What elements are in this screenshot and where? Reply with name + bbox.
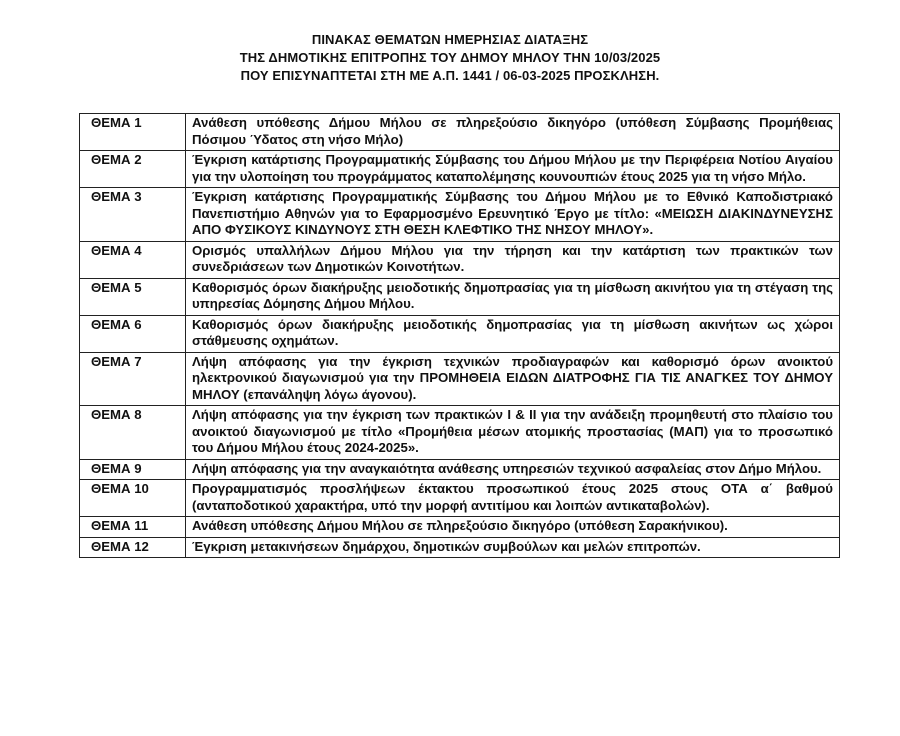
agenda-row <box>80 480 840 517</box>
agenda-item-text: Ανάθεση υπόθεσης Δήμου Μήλου σε πληρεξούσιο δικηγόρο (υπόθεση Σύμβασης Προμήθειας Πόσιμου Ύδατος στη νήσο Μήλο) <box>186 114 840 151</box>
header-reference: ΠΟΥ ΕΠΙΣΥΝΑΠΤΕΤΑΙ ΣΤΗ ΜΕ Α.Π. 1441 / 06-03-2025 ΠΡΟΣΚΛΗΣΗ. <box>240 68 660 83</box>
agenda-item-text: Ορισμός υπαλλήλων Δήμου Μήλου για την τήρηση και την κατάρτιση των πρακτικών των συνεδριάσεων των Δημοτικών Κοινοτήτων. <box>186 241 840 278</box>
header-subtitle: ΤΗΣ ΔΗΜΟΤΙΚΗΣ ΕΠΙΤΡΟΠΗΣ ΤΟΥ ΔΗΜΟΥ ΜΗΛΟΥ ΤΗΝ 10/03/2025 <box>239 50 661 65</box>
agenda-row <box>80 114 840 151</box>
agenda-item-number: ΘΕΜΑ 7 <box>80 352 186 406</box>
agenda-item-text: Λήψη απόφασης για την έγκριση των πρακτικών I & II για την ανάδειξη προμηθευτή στο πλαίσιο του ανοικτού διαγωνισμού με τίτλο «Προμήθεια μέσων ατομικής προστασίας (ΜΑΠ) για το προσωπικό του Δήμου Μήλου έτους 2024-2025». <box>186 406 840 460</box>
agenda-row <box>80 537 840 558</box>
agenda-item-number: ΘΕΜΑ 11 <box>80 517 186 538</box>
document-header <box>0 31 900 85</box>
agenda-item-number: ΘΕΜΑ 5 <box>80 278 186 315</box>
agenda-item-text: Καθορισμός όρων διακήρυξης μειοδοτικής δημοπρασίας για τη μίσθωση ακινήτων ως χώροι στάθμευσης οχημάτων. <box>186 315 840 352</box>
agenda-row <box>80 406 840 460</box>
agenda-table <box>79 113 840 558</box>
agenda-item-text: Έγκριση κατάρτισης Προγραμματικής Σύμβασης του Δήμου Μήλου με την Περιφέρεια Νοτίου Αιγαίου για την υλοποίηση του προγράμματος καταπολέμησης κουνουπιών έτους 2025 για τη νήσο Μήλο. <box>186 151 840 188</box>
header-title: ΠΙΝΑΚΑΣ ΘΕΜΑΤΩΝ ΗΜΕΡΗΣΙΑΣ ΔΙΑΤΑΞΗΣ <box>311 32 589 47</box>
agenda-item-text: Λήψη απόφασης για την έγκριση τεχνικών προδιαγραφών και καθορισμό όρων ανοικτού ηλεκτρονικού διαγωνισμού για την ΠΡΟΜΗΘΕΙΑ ΕΙΔΩΝ ΔΙΑΤΡΟΦΗΣ ΓΙΑ ΤΙΣ ΑΝΑΓΚΕΣ ΤΟΥ ΔΗΜΟΥ ΜΗΛΟΥ (επανάληψη λόγω άγονου). <box>186 352 840 406</box>
agenda-item-number: ΘΕΜΑ 9 <box>80 459 186 480</box>
agenda-row <box>80 459 840 480</box>
agenda-item-number: ΘΕΜΑ 4 <box>80 241 186 278</box>
agenda-item-text: Λήψη απόφασης για την αναγκαιότητα ανάθεσης υπηρεσιών τεχνικού ασφαλείας στον Δήμο Μήλου. <box>186 459 840 480</box>
agenda-row <box>80 517 840 538</box>
agenda-item-number: ΘΕΜΑ 10 <box>80 480 186 517</box>
agenda-row <box>80 315 840 352</box>
agenda-item-number: ΘΕΜΑ 12 <box>80 537 186 558</box>
agenda-row <box>80 151 840 188</box>
agenda-item-number: ΘΕΜΑ 2 <box>80 151 186 188</box>
agenda-item-number: ΘΕΜΑ 8 <box>80 406 186 460</box>
agenda-item-text: Έγκριση μετακινήσεων δημάρχου, δημοτικών συμβούλων και μελών επιτροπών. <box>186 537 840 558</box>
agenda-row <box>80 278 840 315</box>
agenda-item-text: Προγραμματισμός προσλήψεων έκτακτου προσωπικού έτους 2025 στους ΟΤΑ α΄ βαθμού (ανταποδοτικού χαρακτήρα, υπό την μορφή αντιτίμου και λοιπών αντικαταβολών). <box>186 480 840 517</box>
agenda-item-number: ΘΕΜΑ 3 <box>80 188 186 242</box>
agenda-item-text: Ανάθεση υπόθεσης Δήμου Μήλου σε πληρεξούσιο δικηγόρο (υπόθεση Σαρακήνικου). <box>186 517 840 538</box>
agenda-row <box>80 188 840 242</box>
agenda-row <box>80 241 840 278</box>
agenda-item-text: Καθορισμός όρων διακήρυξης μειοδοτικής δημοπρασίας για τη μίσθωση ακινήτου για τη στέγαση της υπηρεσίας Δόμησης Δήμου Μήλου. <box>186 278 840 315</box>
agenda-item-number: ΘΕΜΑ 1 <box>80 114 186 151</box>
agenda-item-text: Έγκριση κατάρτισης Προγραμματικής Σύμβασης του Δήμου Μήλου με το Εθνικό Καποδιστριακό Πανεπιστήμιο Αθηνών για το Εφαρμοσμένο Ερευνητικό Έργο με τίτλο: «ΜΕΙΩΣΗ ΔΙΑΚΙΝΔΥΝΕΥΣΗΣ ΑΠΟ ΦΥΣΙΚΟΥΣ ΚΙΝΔΥΝΟΥΣ ΣΤΗ ΘΕΣΗ ΚΛΕΦΤΙΚΟ ΤΗΣ ΝΗΣΟΥ ΜΗΛΟΥ». <box>186 188 840 242</box>
agenda-item-number: ΘΕΜΑ 6 <box>80 315 186 352</box>
agenda-row <box>80 352 840 406</box>
